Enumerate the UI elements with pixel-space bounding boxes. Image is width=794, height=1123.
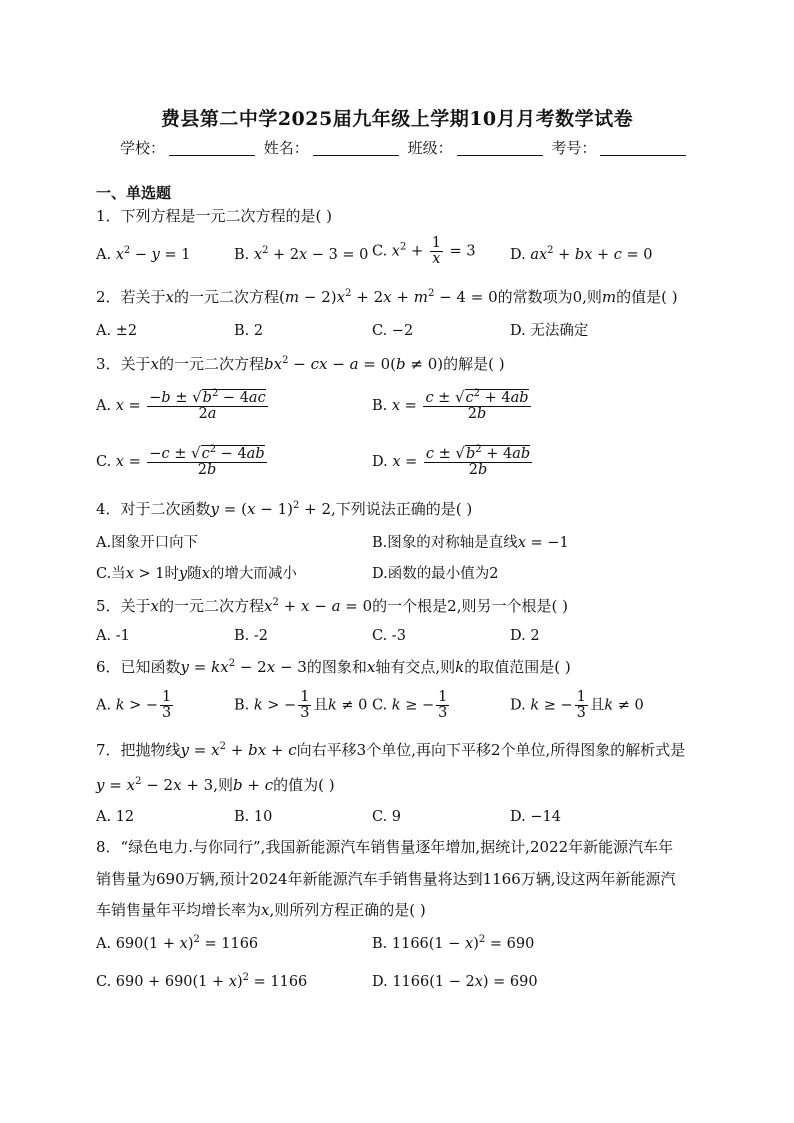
q2-option-b: B. 2 [234,323,264,339]
q8-option-a: A. $690(1 + x)^2 = 1166$ [96,934,259,952]
q1-option-d: D. $ax^2$ + bx + c = 0 [510,245,653,263]
q5-option-b: B. -2 [234,628,268,644]
exam-no-blank [600,140,686,156]
q4-option-a: A.图象开口向下 [96,535,199,551]
question-5-stem: 5．关于x的一元二次方程$x^2 + x - a = 0$的一个根是2,则另一个根是( ) [96,597,568,615]
q3-option-a: A. x = $\frac{-b \pm √b^2 - 4ac}{2a}$ [96,388,266,422]
question-2-stem: 2．若关于x的一元二次方程$(m - 2)x^2 + 2x + m^2 - 4 = 0$的常数项为0,则m的值是( ) [96,288,678,306]
q3-option-c: C. x = $\frac{-c \pm √c^2 - 4ab}{2b}$ [96,444,265,478]
question-7-line2: $y = x^2 - 2x + 3$,则b + c的值为( ) [96,776,335,794]
q5-option-a: A. -1 [96,628,130,644]
q6-option-c: C. k ≥ − $\frac{1}{3}$ [372,689,448,721]
q6-option-a: A. k > − $\frac{1}{3}$ [96,689,172,721]
q2-option-d: D. 无法确定 [510,323,589,339]
q5-option-d: D. 2 [510,628,540,644]
q3-option-d: D. x = $\frac{c \pm √b^2 + 4ab}{2b}$ [372,444,531,478]
q8-option-d: D. 1166(1 − 2x) = 690 [372,974,538,990]
q1-option-a: A. $x^2 - y = 1$ [96,245,191,263]
question-6-stem: 6．已知函数$y = kx^2 - 2x - 3$的图象和x轴有交点,则k的取值范围是( ) [96,658,571,676]
q7-option-d: D. −14 [510,809,561,825]
school-label: 学校： [120,139,166,157]
question-8-line3: 车销售量年平均增长率为x,则所列方程正确的是( ) [96,901,426,919]
q4-option-b: B.图象的对称轴是直线x = −1 [372,535,569,551]
question-8-line1: 8．“绿色电力.与你同行”,我国新能源汽车销售量逐年增加,据统计,2022年新能源汽车年 [96,838,674,856]
q8-option-c: C. $690 + 690(1 + x)^2 = 1166$ [96,972,308,990]
q7-option-b: B. 10 [234,809,273,825]
question-7-stem: 7．把抛物线$y = x^2$ + bx + c向右平移3个单位,再向下平移2个单位,所得图象的解析式是 [96,741,686,759]
q3-option-b: B. x = $\frac{c \pm √c^2 + 4ab}{2b}$ [372,388,529,422]
q5-option-c: C. -3 [372,628,406,644]
student-info-line [120,137,690,158]
question-3-stem: 3．关于x的一元二次方程$bx^2$ − cx − a = 0(b ≠ 0)的解是( ) [96,355,505,373]
q6-option-d: D. k ≥ − $\frac{1}{3}$ 且k ≠ 0 [510,689,644,721]
name-label: 姓名： [263,139,309,157]
question-4-stem: 4．对于二次函数$y = (x - 1)^2 + 2$,下列说法正确的是( ) [96,500,473,518]
q7-option-a: A. 12 [96,809,135,825]
section-title: 一、单选题 [96,184,172,202]
exam-no-label: 考号： [551,139,597,157]
school-blank [169,140,255,156]
question-1-stem: 1．下列方程是一元二次方程的是( ) [96,207,333,225]
q6-option-b: B. k > − $\frac{1}{3}$ 且k ≠ 0 [234,689,368,721]
q2-option-c: C. −2 [372,323,414,339]
q1-option-b: B. $x^2 + 2x - 3 = 0$ [234,245,369,263]
q4-option-c: C.当x > 1时y随x的增大而减小 [96,566,297,582]
question-8-line2: 销售量为690万辆,预计2024年新能源汽车手销售量将达到1166万辆,设这两年新能源汽 [96,870,676,888]
class-label: 班级： [407,139,453,157]
q8-option-b: B. $1166(1 - x)^2 = 690$ [372,934,535,952]
q2-option-a: A. ±2 [96,323,138,339]
class-blank [457,140,543,156]
exam-title: 费县第二中学2025届九年级上学期10月月考数学试卷 [160,108,634,130]
q4-option-d: D.函数的最小值为2 [372,566,499,582]
name-blank [313,140,399,156]
q1-option-c: C. $x^2$ + $\frac{1}{x}$ = 3 [372,235,476,267]
q7-option-c: C. 9 [372,809,402,825]
